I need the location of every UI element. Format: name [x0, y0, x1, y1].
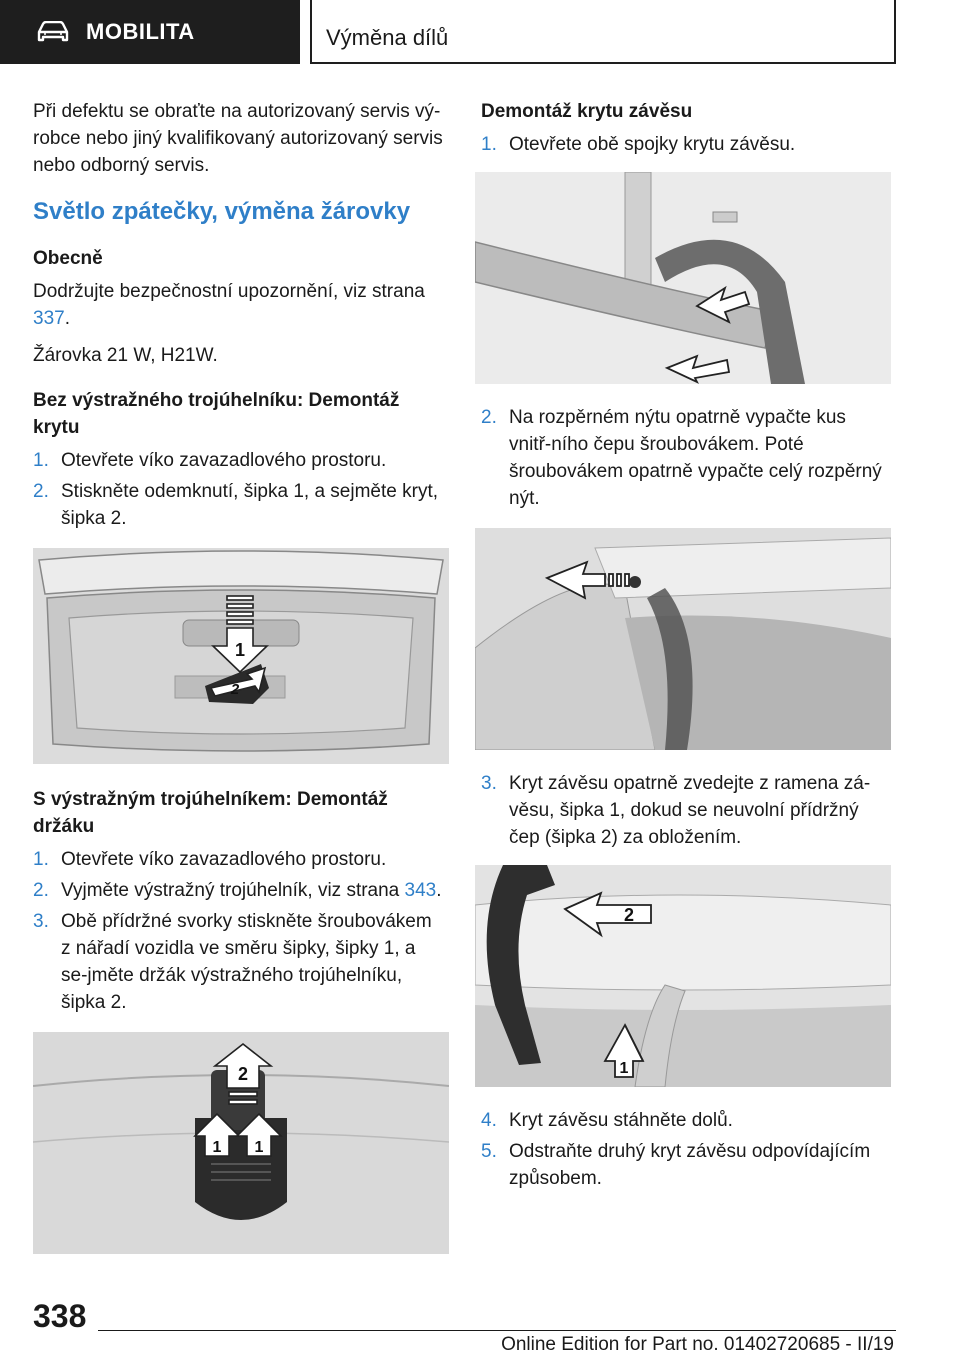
arrow-label-1a: 1 [212, 1139, 222, 1156]
general-text: Dodržujte bezpečnostní upozornění, viz strana 337. [33, 281, 425, 329]
triangle-holder-figure [33, 1032, 449, 1254]
list-item: 1. Otevřete víko zavazadlového prostoru. [33, 849, 387, 870]
chapter-header [310, 0, 896, 64]
edition-note: Online Edition for Part no. 01402720685 - II/19 [501, 1334, 894, 1355]
list-item: 2. Vyjměte výstražný trojúhelník, viz strana 343. [33, 880, 442, 901]
car-icon [36, 21, 70, 43]
general-title: Obecně [33, 248, 103, 269]
expansion-rivet-figure [475, 528, 891, 750]
arrow-label-2: 2 [230, 681, 240, 698]
section-label: MOBILITA [86, 19, 195, 44]
list-item: 3. Obě přídržné svorky stiskněte šroubovákem z nářadí vozidla ve směru šipky, šipky 1, a se-jměte držák výstražného trojúhelníku, šipka 2. [33, 911, 432, 1013]
arrow-label-1: 1 [234, 640, 246, 660]
cover-title: Bez výstražného trojúhelníku: Demontáž krytu [33, 390, 400, 438]
list-item: 3. Kryt závěsu opatrně zvedejte z ramena zá-věsu, šipka 1, dokud se neuvolní přídržný čep (šipka 2) za obložením. [481, 773, 871, 848]
list-item: 1. Otevřete víko zavazadlového prostoru. [33, 450, 387, 471]
list-item: 2. Stiskněte odemknutí, šipka 1, a sejměte kryt, šipka 2. [33, 481, 439, 529]
list-item: 2. Na rozpěrném nýtu opatrně vypačte kus vnitř-ního čepu šroubovákem. Poté šroubovákem opatrně vypačte celý rozpěrný nýt. [481, 407, 882, 509]
arrow-label-2: 2 [623, 905, 635, 925]
list-item: 1. Otevřete obě spojky krytu závěsu. [481, 134, 796, 155]
right-column [481, 98, 893, 1196]
chapter-title: Výměna dílů [326, 25, 449, 50]
hinge-steps-c [481, 770, 893, 851]
hinge-steps-b [481, 404, 893, 512]
hinge-clips-figure [475, 172, 891, 384]
arrow-label-1: 1 [619, 1060, 629, 1077]
page-number: 338 [33, 1298, 87, 1334]
page-link-337[interactable]: 337 [33, 308, 65, 329]
hinge-title: Demontáž krytu závěsu [481, 101, 693, 122]
cover-steps [33, 447, 445, 532]
section-tab [0, 0, 300, 64]
hinge-cover-figure [475, 865, 891, 1087]
holder-title: S výstražným trojúhelníkem: Demontáž držáku [33, 789, 388, 837]
holder-steps [33, 846, 445, 1016]
list-item: 5. Odstraňte druhý kryt závěsu odpovídajícím způsobem. [481, 1141, 871, 1189]
hinge-steps-a [481, 131, 893, 158]
footer-divider [98, 1330, 896, 1331]
bulb-spec: Žárovka 21 W, H21W. [33, 345, 218, 366]
list-item: 4. Kryt závěsu stáhněte dolů. [481, 1110, 733, 1131]
intro-text: Při defektu se obraťte na autorizovaný servis vý-robce nebo jiný kvalifikovaný autorizovaný servis nebo odborný servis. [33, 101, 443, 176]
page-link-343[interactable]: 343 [404, 880, 437, 901]
trunk-lid-figure [33, 548, 449, 764]
hinge-steps-d [481, 1107, 893, 1192]
section-heading: Světlo zpátečky, výměna žárovky [33, 198, 411, 225]
arrow-label-1b: 1 [254, 1139, 264, 1156]
arrow-label-2: 2 [237, 1064, 249, 1084]
left-column [33, 98, 445, 1276]
